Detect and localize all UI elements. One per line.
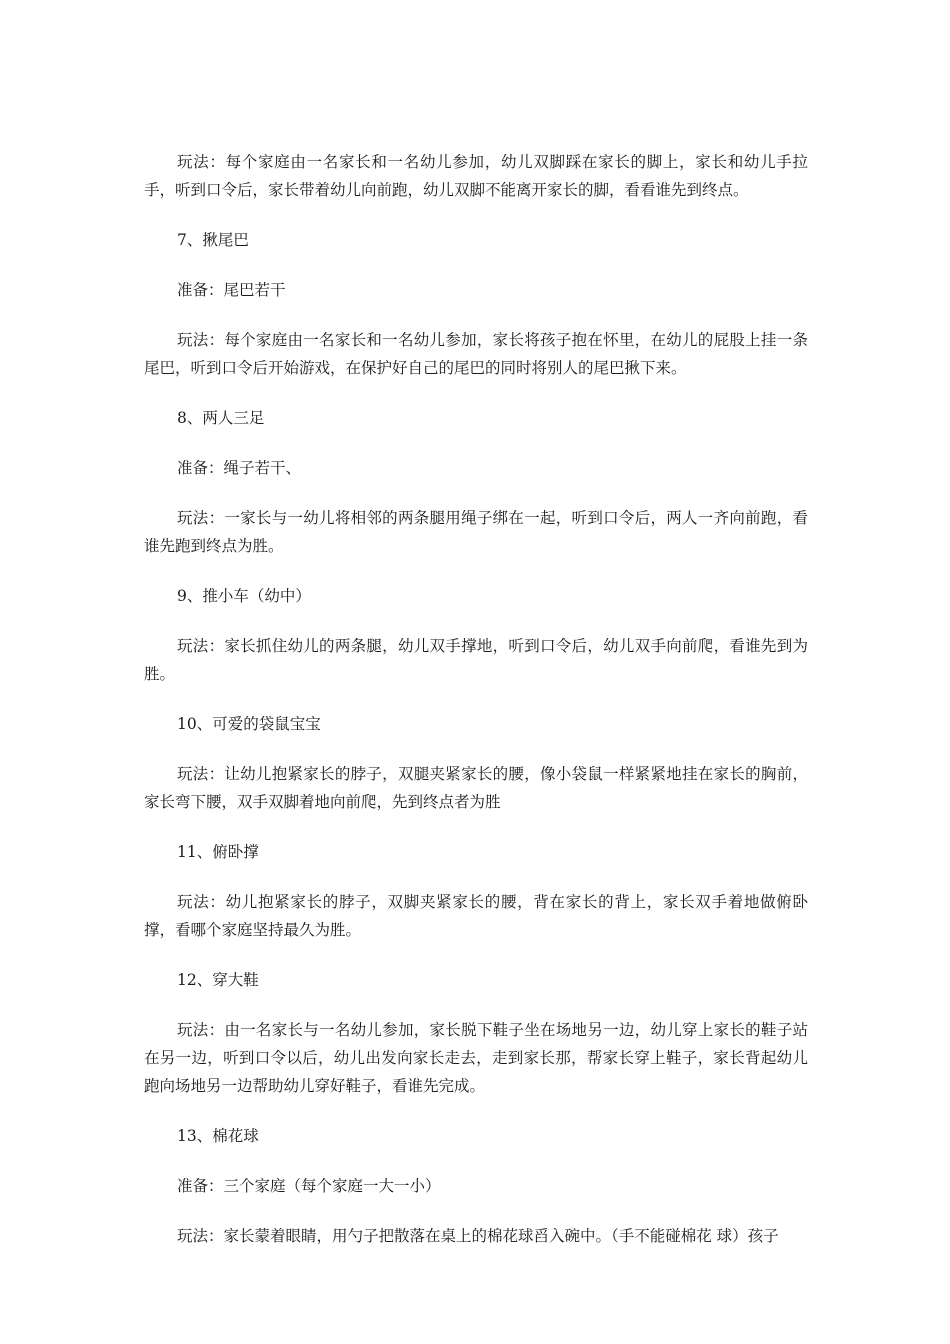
paragraph-rules-12: 玩法：由一名家长与一名幼儿参加，家长脱下鞋子坐在场地另一边，幼儿穿上家长的鞋子站在另一边，听到口令以后，幼儿出发向家长走去，走到家长那，帮家长穿上鞋子，家长背起幼儿跑向场地另一边帮助幼儿穿好鞋子，看谁先完成。 [144, 1021, 808, 1095]
paragraph-rules-8: 玩法：一家长与一幼儿将相邻的两条腿用绳子绑在一起，听到口令后，两人一齐向前跑，看谁先跑到终点为胜。 [144, 509, 808, 555]
paragraph-rules-11: 玩法：幼儿抱紧家长的脖子，双脚夹紧家长的腰，背在家长的背上，家长双手着地做俯卧撑，看哪个家庭坚持最久为胜。 [144, 893, 808, 939]
document-body [144, 148, 808, 1250]
paragraph-rules-9: 玩法：家长抓住幼儿的两条腿，幼儿双手撑地，听到口令后，幼儿双手向前爬，看谁先到为胜。 [144, 637, 808, 683]
paragraph-prep-13: 准备：三个家庭（每个家庭一大一小） [177, 1177, 441, 1195]
paragraph-rules-1: 玩法：每个家庭由一名家长和一名幼儿参加，幼儿双脚踩在家长的脚上，家长和幼儿手拉手，听到口令后，家长带着幼儿向前跑，幼儿双脚不能离开家长的脚，看看谁先到终点。 [144, 153, 808, 199]
heading-10: 10、可爱的袋鼠宝宝 [177, 715, 321, 733]
paragraph-rules-13: 玩法：家长蒙着眼睛，用勺子把散落在桌上的棉花球舀入碗中。（手不能碰棉花 球）孩子 [177, 1227, 779, 1245]
paragraph-prep-8: 准备：绳子若干、 [177, 459, 302, 477]
heading-13: 13、棉花球 [177, 1127, 259, 1145]
heading-8: 8、两人三足 [177, 409, 265, 427]
paragraph-rules-7: 玩法：每个家庭由一名家长和一名幼儿参加，家长将孩子抱在怀里，在幼儿的屁股上挂一条尾巴，听到口令后开始游戏，在保护好自己的尾巴的同时将别人的尾巴揪下来。 [144, 331, 808, 377]
paragraph-rules-10: 玩法：让幼儿抱紧家长的脖子，双腿夹紧家长的腰，像小袋鼠一样紧紧地挂在家长的胸前，家长弯下腰，双手双脚着地向前爬，先到终点者为胜 [144, 765, 808, 811]
heading-9: 9、推小车（幼中） [177, 587, 311, 605]
heading-12: 12、穿大鞋 [177, 971, 259, 989]
heading-11: 11、俯卧撑 [177, 843, 259, 861]
paragraph-prep-7: 准备：尾巴若干 [177, 281, 286, 299]
heading-7: 7、揪尾巴 [177, 231, 249, 249]
